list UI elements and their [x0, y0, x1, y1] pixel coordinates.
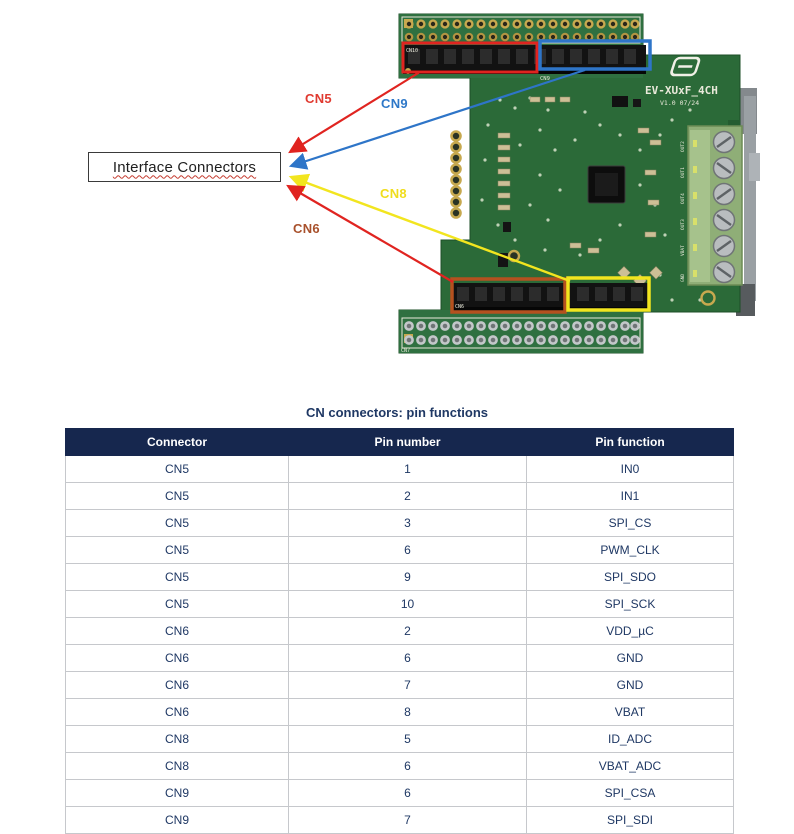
table-cell: VBAT_ADC — [527, 753, 734, 780]
table-row — [66, 726, 734, 753]
table-cell: CN8 — [66, 753, 289, 780]
table-cell: CN6 — [66, 645, 289, 672]
table-cell: SPI_CSA — [527, 780, 734, 807]
table-cell: GND — [527, 645, 734, 672]
table-cell: 6 — [289, 537, 527, 564]
test-points — [452, 132, 461, 218]
table-row — [66, 483, 734, 510]
table-row — [66, 456, 734, 483]
bottom-connector — [452, 283, 648, 311]
table-cell: SPI_SCK — [527, 591, 734, 618]
table-cell: CN5 — [66, 564, 289, 591]
table-row — [66, 510, 734, 537]
mount-hole — [702, 292, 715, 305]
table-row — [66, 699, 734, 726]
table-cell: ID_ADC — [527, 726, 734, 753]
table-cell: 8 — [289, 699, 527, 726]
table-cell: 5 — [289, 726, 527, 753]
terminal-label-out2: OUT2 — [681, 141, 686, 152]
table-cell: 6 — [289, 753, 527, 780]
header-connector: Connector — [66, 429, 289, 456]
table-cell: 7 — [289, 672, 527, 699]
table-row — [66, 753, 734, 780]
table-cell: 1 — [289, 456, 527, 483]
table-cell: CN9 — [66, 807, 289, 834]
silk-cn9-label: CN9 — [540, 76, 550, 82]
table-cell: CN5 — [66, 456, 289, 483]
terminal-label-out3: OUT3 — [681, 219, 686, 230]
table-row — [66, 618, 734, 645]
silk-cn10-label: CN10 — [406, 48, 419, 54]
table-cell: 3 — [289, 510, 527, 537]
table-cell: CN5 — [66, 591, 289, 618]
cn6-label: CN6 — [293, 221, 320, 236]
table-cell: CN6 — [66, 699, 289, 726]
board-version: V1.0 07/24 — [660, 99, 700, 107]
pcb-bottom-tab — [399, 310, 643, 353]
interface-connectors-text: Interface Connectors — [112, 158, 257, 176]
table-body — [66, 456, 734, 834]
table-cell: 9 — [289, 564, 527, 591]
table-cell: VDD_µC — [527, 618, 734, 645]
table-cell: 10 — [289, 591, 527, 618]
silk-cn6-label: CN6 — [455, 304, 465, 310]
table-cell: 2 — [289, 483, 527, 510]
table-header-row — [66, 429, 734, 456]
table-row — [66, 537, 734, 564]
table-cell: CN5 — [66, 510, 289, 537]
terminal-label-gnd: GND — [681, 273, 686, 282]
cn8-label: CN8 — [380, 186, 407, 201]
table-cell: IN1 — [527, 483, 734, 510]
table-cell: VBAT — [527, 699, 734, 726]
cn5-label: CN5 — [305, 91, 332, 106]
pin-functions-table — [65, 428, 734, 834]
table-cell: PWM_CLK — [527, 537, 734, 564]
cn5-arrow — [290, 72, 420, 152]
table-row — [66, 645, 734, 672]
header-pin-function: Pin function — [527, 429, 734, 456]
table-cell: 6 — [289, 645, 527, 672]
header-pin-number: Pin number — [289, 429, 527, 456]
table-row — [66, 672, 734, 699]
cn9-label: CN9 — [381, 96, 408, 111]
table-row — [66, 591, 734, 618]
terminal-block — [680, 126, 742, 285]
table-cell: SPI_SDI — [527, 807, 734, 834]
board-title: EV-XUxF_4CH — [645, 84, 718, 97]
terminal-label-vbat: VBAT — [681, 245, 686, 256]
table-cell: CN5 — [66, 483, 289, 510]
table-cell: CN9 — [66, 780, 289, 807]
table-cell: CN5 — [66, 537, 289, 564]
table-cell: IN0 — [527, 456, 734, 483]
table-row — [66, 780, 734, 807]
table-title: CN connectors: pin functions — [306, 405, 488, 420]
table-cell: 2 — [289, 618, 527, 645]
silk-cn7-label: CN7 — [401, 348, 411, 354]
table-cell: SPI_CS — [527, 510, 734, 537]
table-cell: SPI_SDO — [527, 564, 734, 591]
table-cell: CN6 — [66, 672, 289, 699]
board-figure — [0, 0, 794, 386]
table-cell: CN6 — [66, 618, 289, 645]
table-row — [66, 807, 734, 834]
interface-connectors-label — [88, 152, 281, 182]
terminal-label-out1: OUT1 — [681, 167, 686, 178]
table-cell: CN8 — [66, 726, 289, 753]
table-cell: 6 — [289, 780, 527, 807]
table-cell: 7 — [289, 807, 527, 834]
table-row — [66, 564, 734, 591]
table-cell: GND — [527, 672, 734, 699]
terminal-label-out4: OUT4 — [681, 193, 686, 204]
